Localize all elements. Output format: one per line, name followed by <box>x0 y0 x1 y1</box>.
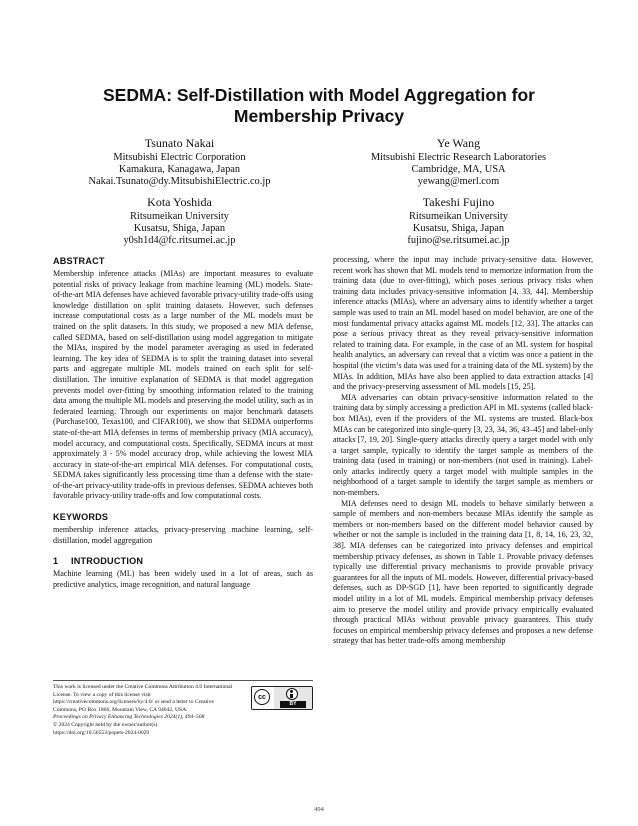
abstract-heading: ABSTRACT <box>53 256 105 266</box>
author-email: Nakai.Tsunato@dy.MitsubishiElectric.co.jp <box>88 176 271 187</box>
keywords-heading: KEYWORDS <box>53 512 109 523</box>
author-block-nakai <box>40 136 319 188</box>
by-label: BY <box>280 701 306 708</box>
section-title: INTRODUCTION <box>71 556 144 567</box>
license-footnote <box>53 680 313 737</box>
page-number: 494 <box>314 806 324 813</box>
cc-by-license-badge[interactable] <box>251 686 313 710</box>
introduction-text-start: Machine learning (ML) has been widely used in a lot of areas, such as predictive analytics, image recognition, and natural language <box>53 569 313 589</box>
section-number: 1 <box>53 556 59 567</box>
attribution-panel <box>274 687 312 709</box>
author-email: fujino@se.ritsumei.ac.jp <box>407 235 510 246</box>
abstract-text: Membership inference attacks (MIAs) are important measures to evaluate potential risks of privacy leakage from machine learning (ML) models. State-of-the-art MIA defenses have achieved favorable privacy-utility trade-offs using knowledge distillation on split training datasets. However, such defenses increase computational costs as a large number of the ML models must be trained on the split datasets. In this study, we proposed a new MIA defense, called SEDMA, based on self-distillation using model aggregation to mitigate the MIAs, inspired by the model parameter averaging as used in federated learning. The key idea of SEDMA is to split the training dataset into several parts and aggregate multiple ML models trained on each split for self-distillation. The intuitive explanation of SEDMA is that model aggregation prevents model over-fitting by smoothing information related to the training data among the multiple ML models and preserving the model utility, such as in federated learning. Through our experiments on major benchmark datasets (Purchase100, Texas100, and CIFAR100), we show that SEDMA outperforms state-of-the-art MIA defenses in terms of membership privacy (MIA accuracy), model accuracy, and computational costs. Specifically, SEDMA incurs at most approximately 3 - 5% model accuracy drop, while achieving the lowest MIA accuracy in state-of-the-art empirical MIA defenses. For computational costs, SEDMA takes significantly less processing time than a defense with the state-of-the-art privacy-utility trade-offs in previous defenses. SEDMA achieves both favorable privacy-utility trade-offs and low computational costs. <box>53 269 313 501</box>
introduction-paragraph-2: MIA adversaries can obtain privacy-sensitive information related to the training data by simply accessing a prediction API in ML systems (called black-box MIAs), even if the providers of the ML systems are trusted. Black-box MIAs can be categorized into single-query [3, 23, 34, 36, 43–45] and label-only attacks [7, 19, 20]. Single-query attacks directly query a target model with only a target sample, typically to identify the target sample as members of the training data (used in training) or non-members (not used in training). Label-only attacks indirectly query a target model with multiple samples in the neighborhood of a target sample to identify the target sample as members or non-members. <box>333 392 593 498</box>
introduction-paragraph-1: processing, where the input may include privacy-sensitive data. However, recent work has shown that ML models tend to memorize information from the training data (due to over-fitting), which poses serious privacy risks when training data includes privacy-sensitive information [4, 33, 44]. Membership inference attacks (MIAs), where an adversary aims to identify whether a target sample was used to train an ML model based on model behavior, are one of the most fundamental privacy attacks against ML models [12, 33]. The attacks can pose a serious privacy threat as they reveal privacy-sensitive information related to training data. For example, in the case of an ML system for hospital health analytics, an adversary can reveal that a victim was once a patient in the hospital (the victim’s data was used for a training data of the ML system) by the MIAs. In addition, MIAs have also been applied to data extraction attacks [4] and the privacy-preserving assessment of ML models [15, 25]. <box>333 255 593 392</box>
author-location: Kusatsu, Shiga, Japan <box>133 223 226 234</box>
title-line-2: Membership Privacy <box>233 106 405 126</box>
proceedings-citation: Proceedings on Privacy Enhancing Technologies 2024(1), 494–508 <box>53 714 205 721</box>
author-name: Kota Yoshida <box>147 195 212 209</box>
author-email: y0sh1d4@fc.ritsumei.ac.jp <box>123 235 236 246</box>
author-block-yoshida <box>40 195 319 247</box>
author-location: Kamakura, Kanagawa, Japan <box>118 164 241 175</box>
attribution-person-icon <box>286 688 298 700</box>
author-affiliation: Mitsubishi Electric Research Laboratories <box>370 152 547 163</box>
introduction-paragraph-3: MIA defenses need to design ML models to behave similarly between a sample of members and non-members because MIAs identify the sample as members or non-members based on the different model behavior caused by whether or not the sample is included in the training data [1, 8, 14, 16, 23, 32, 38]. MIA defenses can be categorized into privacy defenses and empirical membership privacy defenses, as shown in Table 1. Provable privacy defenses typically use differential privacy mechanisms to provide provable privacy guarantees for all the inputs of ML models. However, differential privacy-based defenses, such as DP-SGD [1], have been reported to significantly degrade model utility in a lot of ML models. Empirical membership privacy defenses aim to preserve the model utility and provide privacy empirically evaluated through practical MIAs without provable privacy guarantees. This study focuses on empirical membership privacy defenses and proposes a new defense strategy that has better trade-offs among membership <box>333 498 593 646</box>
proceedings-line <box>53 714 313 722</box>
paper-title <box>40 85 598 127</box>
author-affiliation: Ritsumeikan University <box>130 211 229 222</box>
author-location: Kusatsu, Shiga, Japan <box>412 223 505 234</box>
left-column <box>53 255 313 590</box>
introduction-heading <box>53 555 313 567</box>
author-name: Ye Wang <box>436 136 481 150</box>
author-location: Cambridge, MA, USA <box>411 164 506 175</box>
cc-icon: cc <box>254 689 270 705</box>
title-line-1: SEDMA: Self-Distillation with Model Aggregation for <box>103 85 535 105</box>
doi-link[interactable]: https://doi.org/10.56553/popets-2024-0029 <box>53 729 150 736</box>
copyright-line: © 2024 Copyright held by the owner/author(s). <box>53 721 159 728</box>
author-block-fujino <box>319 195 598 247</box>
author-name: Takeshi Fujino <box>422 195 495 209</box>
right-column <box>333 255 593 647</box>
license-text: This work is licensed under the Creative Commons Attribution 4.0 International License. To view a copy of this license visit https://creativecommons.org/licenses/by/4.0/ or send a letter to Creative Commons, PO Box 1866, Mountain View, CA 94042, USA. <box>53 684 233 713</box>
author-affiliation: Mitsubishi Electric Corporation <box>113 152 246 163</box>
author-block-wang <box>319 136 598 188</box>
keywords-text: membership inference attacks, privacy-preserving machine learning, self-distillation, model aggregation <box>53 525 313 545</box>
author-email: yewang@merl.com <box>417 176 500 187</box>
author-name: Tsunato Nakai <box>144 136 215 150</box>
author-affiliation: Ritsumeikan University <box>409 211 508 222</box>
